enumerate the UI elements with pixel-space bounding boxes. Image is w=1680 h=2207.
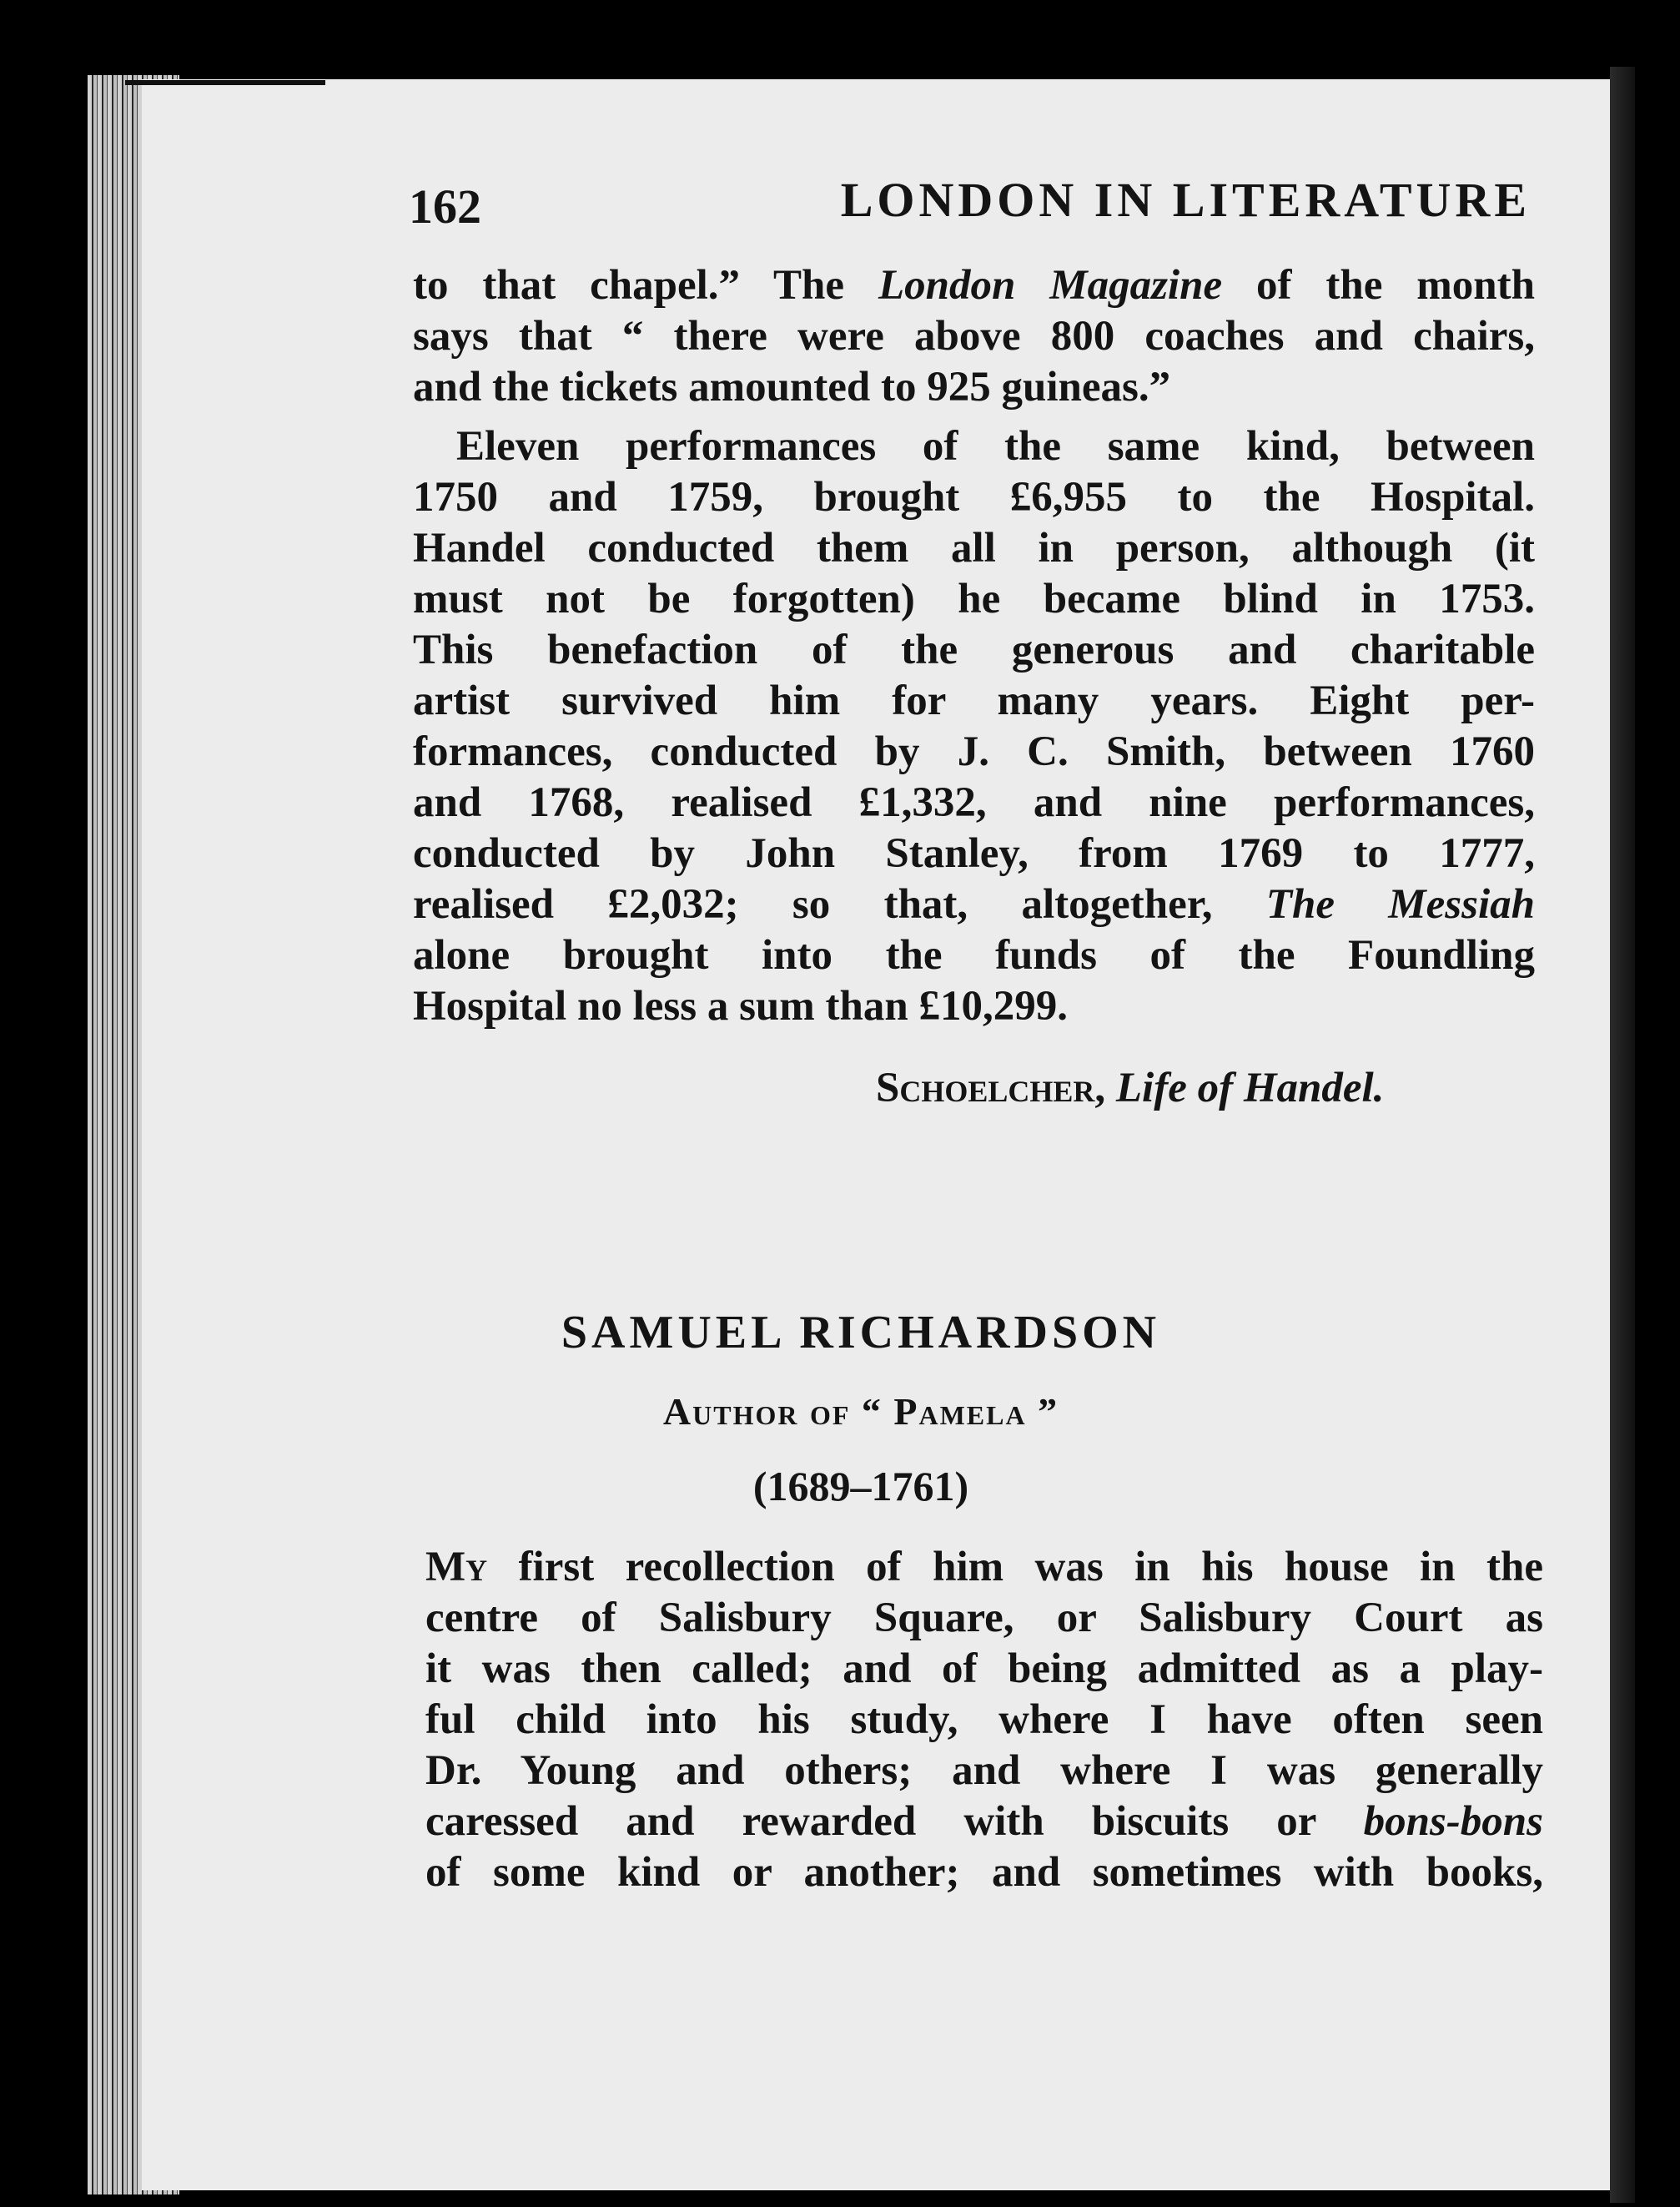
italic-word: bons-bons	[1363, 1798, 1543, 1845]
drop-word: My	[425, 1544, 488, 1590]
section-subtitle: Author of “ Pamela ”	[662, 1390, 1059, 1433]
text-run: of the month	[1222, 262, 1535, 309]
text-line	[413, 879, 1535, 930]
text-line: Dr. Young and others; and where I was generally	[425, 1747, 1543, 1794]
page-number: 162	[409, 179, 481, 234]
text-line: Handel conducted them all in person, although (it	[413, 525, 1535, 572]
section-dates: (1689–1761)	[752, 1463, 969, 1509]
text-line: says that “ there were above 800 coaches and chairs,	[413, 313, 1535, 360]
text-line: it was then called; and of being admitted as a play-	[425, 1645, 1543, 1692]
text-line: This benefaction of the generous and charitable	[413, 627, 1535, 673]
text-line	[425, 1796, 1543, 1847]
text-run: caressed and rewarded with biscuits or	[425, 1798, 1364, 1845]
text-run: to that chapel.” The	[413, 262, 878, 309]
text-line: centre of Salisbury Square, or Salisbury Court as	[425, 1595, 1543, 1641]
text-line: Hospital no less a sum than £10,299.	[413, 983, 1068, 1030]
text-line: and 1768, realised £1,332, and nine performances,	[413, 779, 1535, 826]
text-line: conducted by John Stanley, from 1769 to 1777,	[413, 830, 1535, 877]
text-line	[425, 1542, 1543, 1593]
italic-title: The Messiah	[1265, 881, 1535, 928]
text-line: Eleven performances of the same kind, between	[456, 423, 1535, 470]
text-line: alone brought into the funds of the Foundling	[413, 932, 1535, 979]
text-line: of some kind or another; and sometimes with books,	[425, 1849, 1543, 1896]
text-line: formances, conducted by J. C. Smith, between 1760	[413, 728, 1535, 775]
section-title: SAMUEL RICHARDSON	[561, 1307, 1161, 1358]
paragraph-continued	[413, 260, 1535, 413]
paragraph-handel	[413, 421, 1535, 1032]
text-line: ful child into his study, where I have often seen	[425, 1696, 1543, 1743]
text-run: realised £2,032; so that, altogether,	[413, 881, 1266, 928]
italic-title: London Magazine	[878, 262, 1223, 309]
text-line	[413, 260, 1535, 311]
running-title: LONDON IN LITERATURE	[840, 173, 1531, 227]
paragraph-richardson	[425, 1542, 1543, 1898]
attribution	[876, 1064, 1384, 1112]
attribution-author: Schoelcher,	[876, 1065, 1106, 1111]
page-top-edge	[125, 80, 325, 85]
text-line: and the tickets amounted to 925 guineas.”	[413, 364, 1171, 411]
text-line: must not be forgotten) he became blind in 1753.	[413, 576, 1535, 622]
text-line: artist survived him for many years. Eight per-	[413, 678, 1535, 724]
text-line: 1750 and 1759, brought £6,955 to the Hospital.	[413, 474, 1535, 521]
page-right-edge	[1610, 67, 1635, 2203]
running-header	[409, 172, 1531, 239]
text-run: first recollection of him was in his house in the	[487, 1544, 1543, 1590]
attribution-work: Life of Handel.	[1115, 1065, 1385, 1111]
